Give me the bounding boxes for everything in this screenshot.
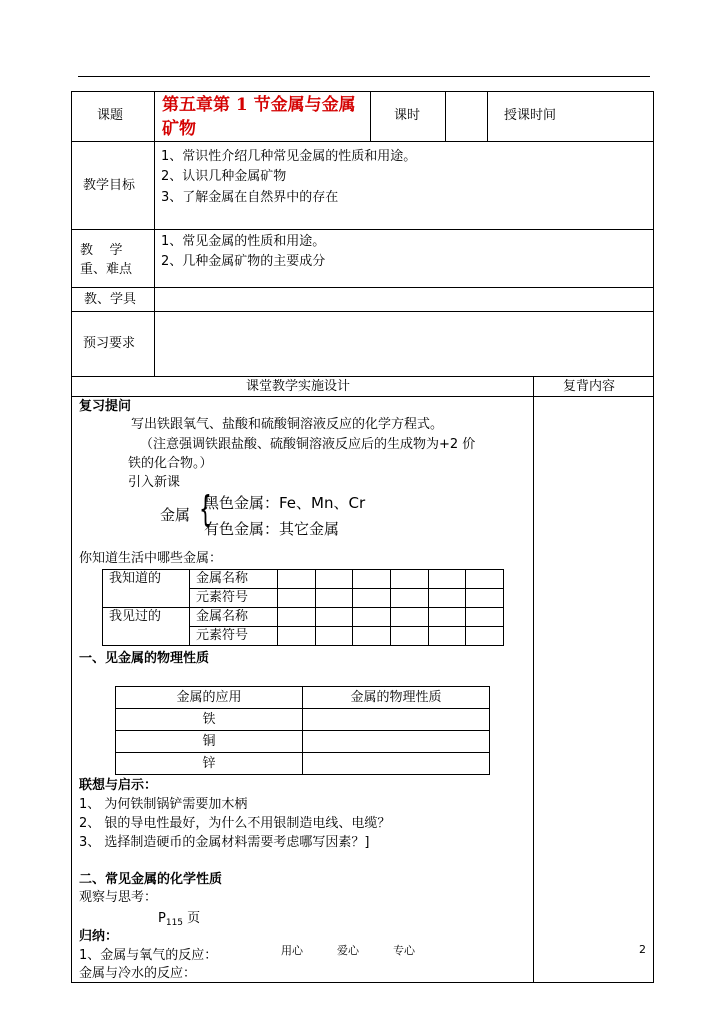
metal-nonferrous: 有色金属：其它金属 [204, 520, 340, 538]
physical-table [115, 686, 490, 775]
know-cell[interactable] [390, 589, 428, 608]
page-ref-num: 115 [165, 918, 184, 928]
know-cell[interactable] [278, 589, 316, 608]
know-cell[interactable] [390, 627, 428, 646]
brace-icon: { [199, 489, 212, 530]
know-symbol-label-1: 元素符号 [190, 589, 278, 608]
review-heading: 复习提问 [79, 399, 132, 414]
footer-word-1: 用心 [281, 944, 303, 957]
review-line-2: （注意强调铁跟盐酸、硫酸铜溶液反应后的生成物为+2 价 [140, 437, 476, 452]
know-cell[interactable] [353, 570, 391, 589]
phys-col1-header: 金属的应用 [116, 687, 303, 709]
objective-3: 3、了解金属在自然界中的存在 [161, 190, 339, 205]
know-symbol-label-2: 元素符号 [190, 627, 278, 646]
objective-2: 2、认识几种金属矿物 [161, 169, 287, 184]
review-line-3: 铁的化合物。） [128, 456, 213, 471]
row-sep-1 [71, 141, 654, 142]
know-cell[interactable] [390, 570, 428, 589]
phys-row-label: 锌 [116, 753, 303, 775]
col-sep-hours-val [487, 91, 488, 142]
phys-row-label: 铜 [116, 731, 303, 753]
page-ref-p: P [158, 911, 166, 926]
tools-label: 教、学具 [84, 292, 137, 307]
phys-col2-header: 金属的物理性质 [303, 687, 490, 709]
section1-heading: 一、见金属的物理性质 [79, 651, 210, 666]
metal-root: 金属 [160, 506, 191, 524]
know-cell[interactable] [466, 589, 504, 608]
top-rule [78, 76, 650, 77]
know-cell[interactable] [315, 608, 353, 627]
topic-label: 课题 [97, 108, 124, 123]
page-ref [158, 909, 200, 933]
review-line-1: 写出铁跟氧气、盐酸和硫酸铜溶液反应的化学方程式。 [131, 417, 444, 432]
think-item-3: 3、 选择制造硬币的金属材料需要考虑哪写因素？] [79, 835, 370, 850]
know-cell[interactable] [353, 608, 391, 627]
know-cell[interactable] [390, 608, 428, 627]
know-name-label-1: 金属名称 [190, 570, 278, 589]
frame-top [71, 91, 654, 92]
know-cell[interactable] [466, 608, 504, 627]
key-points-label-2: 重、难点 [80, 262, 133, 277]
row-sep-6 [71, 396, 654, 397]
hours-label: 课时 [394, 108, 421, 123]
observe-label: 观察与思考： [79, 890, 158, 905]
know-cell[interactable] [315, 627, 353, 646]
key-point-2: 2、几种金属矿物的主要成分 [161, 254, 326, 269]
col-sep-design [533, 376, 534, 983]
metal-black: 黑色金属：Fe、Mn、Cr [204, 494, 366, 512]
row-sep-2 [71, 229, 654, 230]
page-ref-suffix: 页 [183, 911, 201, 926]
teach-time-label: 授课时间 [504, 108, 557, 123]
know-cell[interactable] [353, 627, 391, 646]
row-sep-3 [71, 287, 654, 288]
think-item-1: 1、 为何铁制锅铲需要加木柄 [79, 797, 248, 812]
preview-label: 预习要求 [83, 336, 136, 351]
know-cell[interactable] [466, 627, 504, 646]
key-point-1: 1、常见金属的性质和用途。 [161, 234, 326, 249]
know-cell[interactable] [428, 589, 466, 608]
phys-cell[interactable] [303, 731, 490, 753]
key-points-label-1: 教 学 [80, 243, 123, 258]
summary-label: 归纳： [79, 929, 119, 944]
objective-1: 1、常识性介绍几种常见金属的性质和用途。 [161, 149, 417, 164]
frame-right [653, 91, 654, 983]
know-cell[interactable] [353, 589, 391, 608]
footer-word-2: 爱心 [337, 944, 359, 957]
phys-cell[interactable] [303, 709, 490, 731]
summary-item-2: 金属与冷水的反应： [79, 966, 197, 981]
section2-heading: 二、常见金属的化学性质 [79, 872, 223, 887]
know-name-label-2: 金属名称 [190, 608, 278, 627]
know-cell[interactable] [278, 570, 316, 589]
phys-row-label: 铁 [116, 709, 303, 731]
know-cell[interactable] [428, 627, 466, 646]
know-group-2: 我见过的 [103, 608, 190, 646]
topic-title: 第五章第 1 节金属与金属矿物 [162, 95, 356, 139]
col-sep-hours [445, 91, 446, 142]
row-sep-4 [71, 311, 654, 312]
frame-left [71, 91, 72, 983]
think-item-2: 2、 银的导电性最好，为什么不用银制造电线、电缆？ [79, 816, 391, 831]
col-sep-label [154, 91, 155, 377]
know-cell[interactable] [315, 589, 353, 608]
know-table [102, 569, 504, 646]
know-cell[interactable] [428, 608, 466, 627]
footer-word-3: 专心 [393, 944, 415, 957]
design-right-header: 复背内容 [563, 379, 616, 394]
know-cell[interactable] [278, 627, 316, 646]
summary-item-1: 1、金属与氧气的反应： [79, 948, 218, 963]
page-number: 2 [639, 943, 646, 956]
objectives-label: 教学目标 [83, 178, 136, 193]
life-question: 你知道生活中哪些金属： [79, 551, 223, 566]
know-cell[interactable] [428, 570, 466, 589]
know-group-1: 我知道的 [103, 570, 190, 608]
know-cell[interactable] [315, 570, 353, 589]
know-cell[interactable] [466, 570, 504, 589]
col-sep-title [370, 91, 371, 142]
know-cell[interactable] [278, 608, 316, 627]
review-intro: 引入新课 [128, 475, 181, 490]
think-heading: 联想与启示： [79, 778, 158, 793]
design-left-header: 课堂教学实施设计 [246, 379, 351, 394]
phys-cell[interactable] [303, 753, 490, 775]
